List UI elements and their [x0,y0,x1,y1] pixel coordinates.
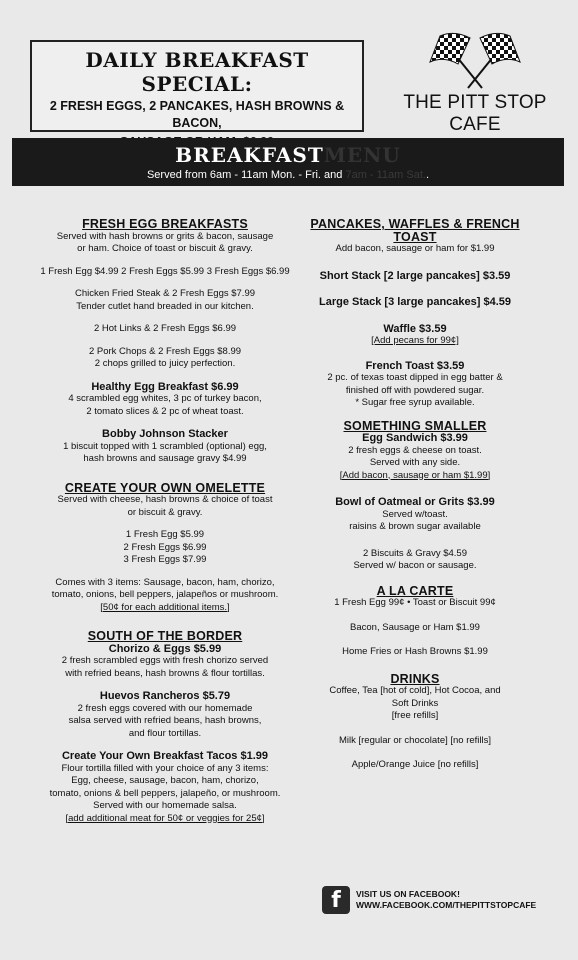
egg-prices: 1 Fresh Egg $4.99 2 Fresh Eggs $5.99 3 Fresh Eggs $6.99 [40,265,290,277]
tacos-desc-4: Served with our homemade salsa. [93,800,237,811]
egg-sandwich-item: Egg Sandwich $3.99 [362,432,468,444]
bobby-desc-1: 1 biscuit topped with 1 scrambled (optional) egg, [63,440,267,452]
sandwich-desc-2: Served with any side. [369,457,461,468]
sandwich-desc-1: 2 fresh eggs & cheese on toast. [348,444,482,456]
oatmeal-desc-2: raisins & brown sugar available [349,521,481,532]
omelette-extra: [50¢ for each additional items.] [100,601,230,613]
banner-hours-tail: . [425,169,430,181]
egg-desc-1: Served with hash browns or grits & bacon, sausage [56,230,274,242]
pork-item: 2 Pork Chops & 2 Fresh Eggs $8.99 [88,345,242,357]
carte-line-2: Bacon, Sausage or Ham $1.99 [350,621,480,633]
sandwich-extra: [Add bacon, sausage or ham $1.99] [339,469,491,481]
cfs-item: Chicken Fried Steak & 2 Fresh Eggs $7.99 [74,288,256,299]
tacos-desc-2: Egg, cheese, sausage, bacon, ham, chorizo, [71,775,259,786]
drinks-line-4: Milk [regular or chocolate] [no refills] [338,734,492,746]
carte-line-1: 1 Fresh Egg 99¢ • Toast or Biscuit 99¢ [334,597,496,608]
section-south-border: SOUTH OF THE BORDER [87,629,243,643]
large-stack-item: Large Stack [3 large pancakes] $4.59 [319,296,511,308]
biscuits-desc: Served w/ bacon or sausage. [353,560,477,571]
banner-hours-faded: 7am - 11am Sat. [345,169,426,181]
huevos-desc-1: 2 fresh eggs covered with our homemade [77,702,253,714]
section-something-smaller: SOMETHING SMALLER [343,418,487,433]
bobby-item: Bobby Johnson Stacker [102,428,228,440]
biscuits-item: 2 Biscuits & Gravy $4.59 [362,547,468,559]
breakfast-banner [12,138,564,186]
hot-links-item: 2 Hot Links & 2 Fresh Eggs $6.99 [93,323,237,334]
pancakes-desc: Add bacon, sausage or ham for $1.99 [335,243,495,254]
banner-title [12,143,564,167]
cafe-logo [385,30,565,140]
oatmeal-item: Bowl of Oatmeal or Grits $3.99 [335,496,495,508]
cfs-desc: Tender cutlet hand breaded in our kitchen. [76,300,254,312]
huevos-desc-2: salsa served with refried beans, hash browns, [68,715,262,726]
chorizo-item: Chorizo & Eggs $5.99 [108,642,222,655]
drinks-line-2: Soft Drinks [391,697,439,709]
drinks-line-5: Apple/Orange Juice [no refills] [351,759,479,770]
special-line-1: 2 FRESH EGGS, 2 PANCAKES, HASH BROWNS & BACON, [49,99,345,130]
facebook-icon[interactable]: f [322,886,350,914]
waffle-item: Waffle $3.59 [383,322,447,335]
daily-special-box [30,40,364,132]
chorizo-desc-1: 2 fresh scrambled eggs with fresh chorizo served [61,655,269,666]
healthy-item: Healthy Egg Breakfast $6.99 [91,380,239,393]
healthy-desc-2: 2 tomato slices & 2 pc of wheat toast. [86,405,244,417]
special-title: DAILY BREAKFAST SPECIAL: [85,48,309,96]
facebook-url[interactable]: WWW.FACEBOOK.COM/THEPITTSTOPCAFE [356,900,537,910]
omelette-price-1: 1 Fresh Egg $5.99 [125,529,205,540]
omelette-desc-1: Served with cheese, hash browns & choice of toast [57,494,273,505]
section-omelette: CREATE YOUR OWN OMELETTE [64,480,266,495]
short-stack-item: Short Stack [2 large pancakes] $3.59 [319,269,511,282]
tacos-item: Create Your Own Breakfast Tacos $1.99 [61,750,269,762]
tacos-extra: [add additional meat for 50¢ or veggies for 25¢] [65,812,265,824]
banner-title-faded: MENU [323,143,401,167]
healthy-desc-1: 4 scrambled egg whites, 3 pc of turkey bacon, [68,393,262,404]
facebook-block [322,886,562,916]
omelette-items-1: Comes with 3 items: Sausage, bacon, ham, chorizo, [55,576,275,588]
left-column [40,218,290,825]
toast-desc-2: finished off with powdered sugar. [345,384,485,396]
banner-hours [12,169,564,181]
section-drinks: DRINKS [390,671,440,686]
banner-hours-text: Served from 6am - 11am Mon. - Fri. and [146,169,343,181]
oatmeal-desc-1: Served w/toast. [382,508,448,520]
tacos-desc-1: Flour tortilla filled with your choice of any 3 items: [61,762,269,774]
toast-desc-3: * Sugar free syrup available. [355,397,475,408]
pork-desc: 2 chops grilled to juicy perfection. [94,358,236,369]
omelette-items-2: tomato, onions, bell peppers, jalapeños or mushroom. [51,589,279,600]
toast-desc-1: 2 pc. of texas toast dipped in egg batter & [327,372,503,383]
omelette-price-2: 2 Fresh Eggs $6.99 [123,541,207,553]
drinks-line-1: Coffee, Tea [hot of cold], Hot Cocoa, and [329,685,501,696]
section-pancakes: PANCAKES, WAFFLES & FRENCH TOAST [310,217,520,244]
chorizo-desc-2: with refried beans, hash browns & flour tortillas. [65,667,265,679]
section-fresh-egg: FRESH EGG BREAKFASTS [82,217,248,231]
facebook-line-1: VISIT US ON FACEBOOK! [356,889,460,899]
egg-desc-2: or ham. Choice of toast or biscuit & gravy. [77,243,253,254]
carte-line-3: Home Fries or Hash Browns $1.99 [342,646,488,657]
section-a-la-carte: A LA CARTE [376,583,454,598]
omelette-desc-2: or biscuit & gravy. [127,506,203,518]
tacos-desc-3: tomato, onions & bell peppers, jalapeño, or mushroom. [49,787,281,799]
banner-title-text: BREAKFAST [175,143,324,167]
cafe-name: THE PITT STOP CAFE [403,92,547,135]
drinks-line-3: [free refills] [391,710,439,721]
huevos-item: Huevos Rancheros $5.79 [99,690,231,702]
bobby-desc-2: hash browns and sausage gravy $4.99 [83,453,247,464]
french-toast-item: French Toast $3.59 [365,359,465,372]
facebook-text [356,889,536,911]
huevos-desc-3: and flour tortillas. [128,727,202,739]
checkered-flags-icon [420,30,530,90]
omelette-price-3: 3 Fresh Eggs $7.99 [123,554,207,565]
waffle-extra: [Add pecans for 99¢] [371,335,459,346]
right-column [295,218,535,772]
